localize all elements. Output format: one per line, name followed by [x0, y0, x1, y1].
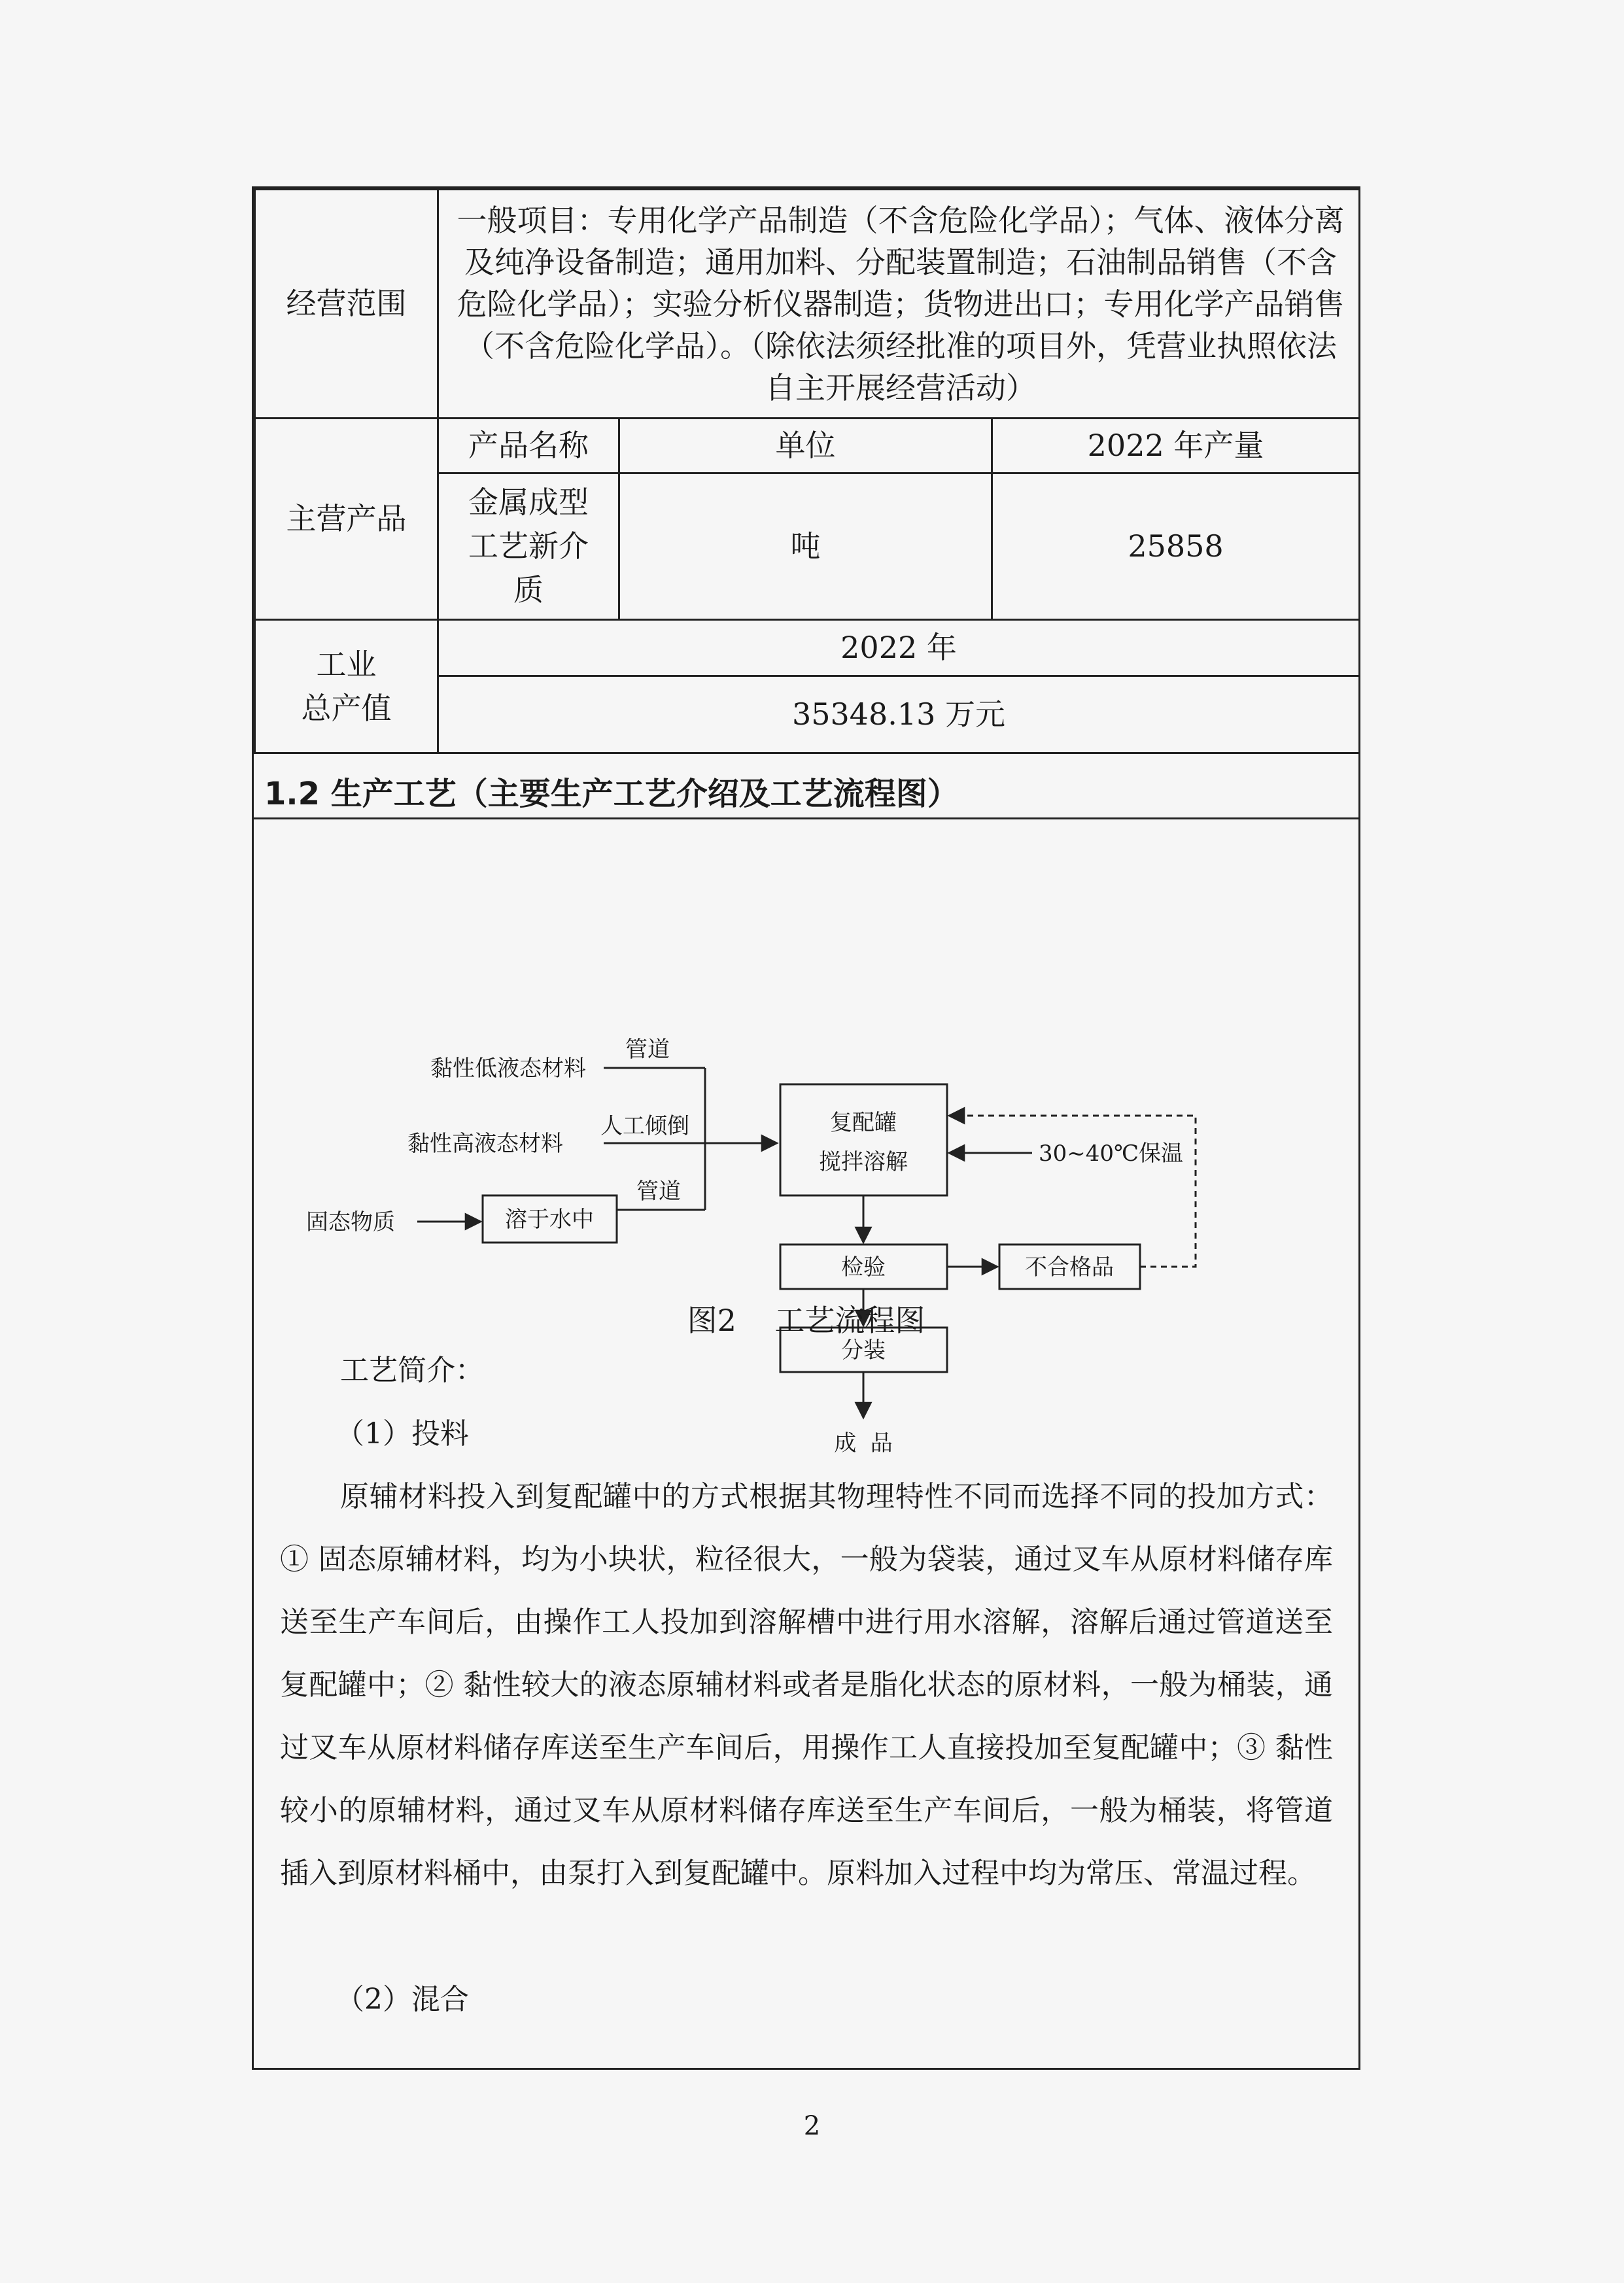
product-output: 25858: [992, 473, 1360, 620]
reject-text: 不合格品: [1025, 1254, 1114, 1280]
product-unit: 吨: [619, 473, 992, 620]
dissolve-text: 溶于水中: [505, 1207, 594, 1233]
input-solid-text: 固态物质: [306, 1209, 395, 1235]
figure-caption: 图2 工艺流程图: [687, 1303, 925, 1338]
tank-text-2: 搅拌溶解: [819, 1149, 908, 1175]
value-label-line1: 工业: [316, 646, 377, 682]
label-pipe2: 管道: [636, 1178, 681, 1205]
pack-text: 分装: [841, 1337, 886, 1364]
col-unit: 单位: [619, 419, 992, 473]
label-manual: 人工倾倒: [600, 1113, 689, 1139]
value-amount: 35348.13 万元: [438, 676, 1360, 753]
product-name: 金属成型工艺新介质: [438, 473, 619, 620]
scope-text: 一般项目：专用化学产品制造（不含危险化学品）；气体、液体分离及纯净设备制造；通用加料、分配装置制造；石油制品销售（不含危险化学品）；实验分析仪器制造；货物进出口；专用化学产品销售（不含危险化学品）。（除依法须经批准的项目外，凭营业执照依法自主开展经营活动）: [438, 190, 1360, 419]
step1-body: 原辅材料投入到复配罐中的方式根据其物理特性不同而选择不同的投加方式：① 固态原辅材料，均为小块状，粒径很大，一般为袋装，通过叉车从原材料储存库送至生产车间后，由操作工人投加到溶解槽中进行用水溶解，溶解后通过管道送至复配罐中；② 黏性较大的液态原辅材料或者是脂化状态的原材料，一般为桶装，通过叉车从原材料储存库送至生产车间后，用操作工人直接投加至复配罐中；③ 黏性较小的原辅材料，通过叉车从原材料储存库送至生产车间后，一般为桶装，将管道插入到原材料桶中，由泵打入到复配罐中。原料加入过程中均为常压、常温过程。: [280, 1480, 1333, 1890]
section-title: 1.2 生产工艺（主要生产工艺介绍及工艺流程图）: [264, 776, 959, 812]
col-output: 2022 年产量: [992, 419, 1360, 473]
products-label: 主营产品: [255, 419, 438, 620]
step1-title: （1）投料: [336, 1417, 469, 1450]
value-year: 2022 年: [438, 620, 1360, 676]
value-label-line2: 总产值: [301, 690, 392, 726]
intro-label: 工艺简介：: [340, 1354, 484, 1387]
input-low-text: 黏性低液态材料: [430, 1056, 586, 1082]
inspect-text: 检验: [841, 1254, 886, 1280]
col-product-name: 产品名称: [438, 419, 619, 473]
input-high-text: 黏性高液态材料: [407, 1131, 563, 1157]
label-pipe: 管道: [625, 1037, 670, 1063]
step2-title: （2）混合: [336, 1983, 469, 2016]
output-text: 成 品: [834, 1430, 893, 1456]
heat-text: 30~40℃保温: [1039, 1141, 1184, 1167]
scope-label: 经营范围: [255, 190, 438, 419]
tank-text-1: 复配罐: [830, 1110, 897, 1136]
box-tank: [780, 1084, 947, 1195]
page-number: 2: [803, 2111, 821, 2141]
document-frame: [252, 186, 1360, 2070]
